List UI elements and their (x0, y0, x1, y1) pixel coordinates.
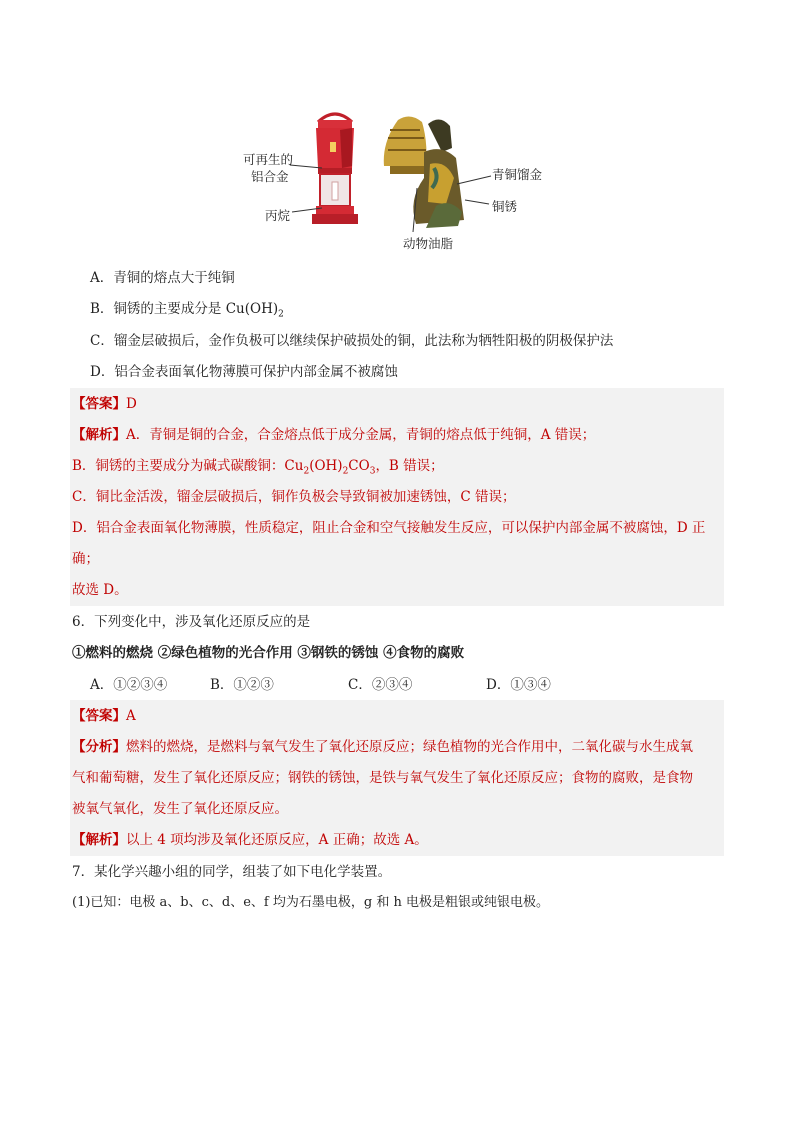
q5-analysis-c: C．铜比金活泼，镏金层破损后，铜作负极会导致铜被加速锈蚀，C 错误； (72, 489, 516, 505)
statue-label-animal-fat: 动物油脂 (403, 236, 454, 251)
q6-analysis: 【解析】以上 4 项均涉及氧化还原反应，A 正确；故选 A。 (72, 832, 428, 848)
q5-conclusion: 故选 D。 (72, 582, 128, 598)
q7-stem: 7．某化学兴趣小组的同学，组装了如下电化学装置。 (72, 864, 392, 880)
q5-analysis-d-line2: 确； (72, 551, 99, 567)
q5-answer: 【答案】D (72, 396, 137, 412)
q6-option-b: B．①②③ (210, 677, 274, 693)
statue-label-gilded-bronze: 青铜馏金 (492, 167, 543, 182)
q6-option-c: C．②③④ (348, 677, 413, 693)
q6-stem: 6．下列变化中，涉及氧化还原反应的是 (72, 614, 311, 630)
q6-fenxi-line2: 气和葡萄糖，发生了氧化还原反应；钢铁的锈蚀，是铁与氧气发生了氧化还原反应；食物的腐败，是食物 (72, 770, 693, 786)
statue-label-patina: 铜锈 (492, 199, 518, 214)
q6-answer: 【答案】A (72, 708, 136, 724)
q5-analysis-a: 【解析】A．青铜是铜的合金，合金熔点低于成分金属，青铜的熔点低于纯铜，A 错误； (72, 427, 596, 443)
lantern-label-renewable: 可再生的 (243, 152, 294, 167)
q6-option-a: A．①②③④ (90, 677, 168, 693)
q6-fenxi-line1: 【分析】燃料的燃烧，是燃料与氧气发生了氧化还原反应；绿色植物的光合作用中，二氧化碳与水生成氧 (72, 739, 693, 755)
q6-items: ①燃料的燃烧 ②绿色植物的光合作用 ③钢铁的锈蚀 ④食物的腐败 (72, 645, 465, 661)
q5-analysis-d-line1: D．铝合金表面氧化物薄膜，性质稳定，阻止合金和空气接触发生反应，可以保护内部金属不被腐蚀，D 正 (72, 520, 706, 536)
q5-option-b: B．铜锈的主要成分是 $Cu(OH)_2$ (90, 301, 284, 320)
q5-option-c: C．镏金层破损后，金作负极可以继续保护破损处的铜，此法称为牺牲阳极的阴极保护法 (90, 333, 614, 349)
lantern-label-propane: 丙烷 (265, 208, 291, 223)
q5-analysis-b: B．铜锈的主要成分为碱式碳酸铜：$Cu_2(OH)_2CO_3$，B 错误； (72, 458, 444, 477)
lantern-label-aluminum: 铝合金 (251, 169, 289, 184)
q5-option-d: D．铝合金表面氧化物薄膜可保护内部金属不被腐蚀 (90, 364, 398, 380)
q6-option-d: D．①③④ (486, 677, 551, 693)
q6-fenxi-line3: 被氧气氧化，发生了氧化还原反应。 (72, 801, 288, 817)
q5-option-a: A．青铜的熔点大于纯铜 (90, 270, 235, 286)
q7-part1: (1)已知：电极 a、b、c、d、e、f 均为石墨电极，g 和 h 电极是粗银或纯银电极。 (72, 895, 549, 910)
statue-pointer-lines (395, 160, 495, 240)
